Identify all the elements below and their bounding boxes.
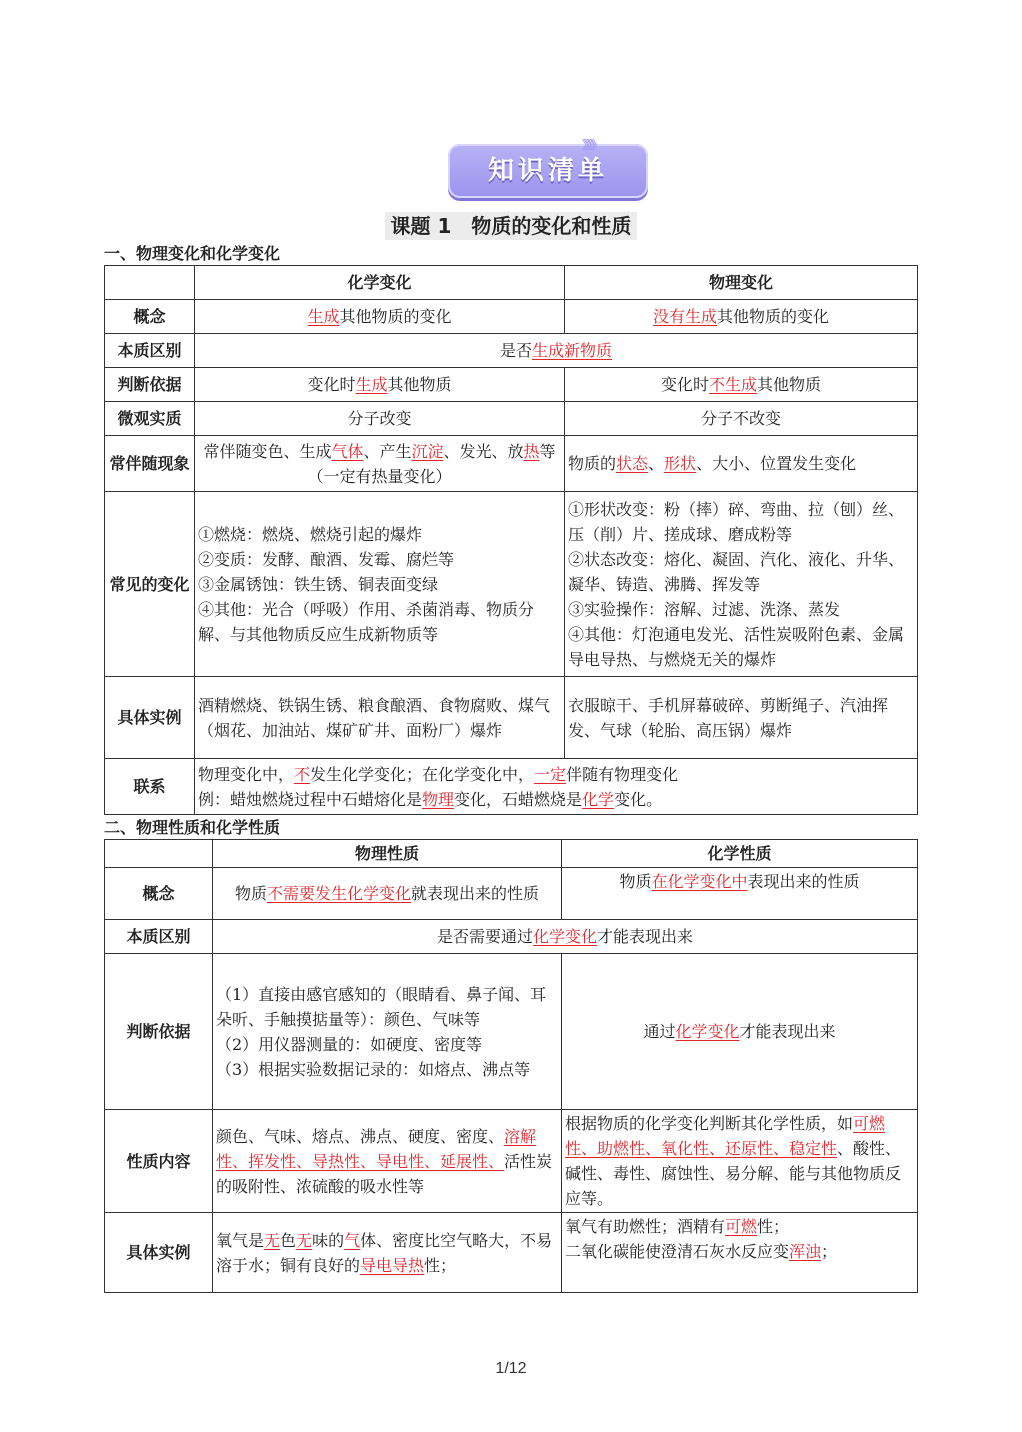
table-row [105,368,918,402]
row-label: 概念 [105,300,195,334]
table-row [105,677,918,759]
table-row [105,954,918,1110]
header-empty [105,840,213,868]
table-properties [104,839,918,1293]
row-label: 判断依据 [105,368,195,402]
banner-title: 知识清单 [487,156,608,186]
lesson-title-wrap [0,210,1022,239]
cell-text: 物质不需要发生化学变化就表现出来的性质 [213,868,562,920]
cell-text: 氧气有助燃性；酒精有可燃性； 二氧化碳能使澄清石灰水反应变浑浊； [562,1213,918,1293]
cell-text: 根据物质的化学变化判断其化学性质，如可燃性、助燃性、氧化性、还原性、稳定性、酸性、碱性、毒性、腐蚀性、易分解、能与其他物质反应等。 [562,1110,918,1213]
cell-text: 颜色、气味、熔点、沸点、硬度、密度、溶解性、挥发性、导热性、导电性、延展性、活性炭的吸附性、浓硫酸的吸水性等 [213,1110,562,1213]
cell-text: 分子改变 [195,402,565,436]
page-number: 1/12 [495,1360,527,1377]
col-chem-header: 化学性质 [562,840,918,868]
section2-heading: 二、物理性质和化学性质 [104,818,281,837]
col-chem-header: 化学变化 [195,266,565,300]
table-row [105,402,918,436]
row-label: 本质区别 [105,334,195,368]
row-label: 性质内容 [105,1110,213,1213]
row-label: 本质区别 [105,920,213,954]
cell-text: 物质在化学变化中表现出来的性质 [562,868,918,920]
row-label: 概念 [105,868,213,920]
cell-text: 氧气是无色无味的气体、密度比空气略大，不易溶于水；铜有良好的导电导热性； [213,1213,562,1293]
cell-text: 是否需要通过化学变化才能表现出来 [213,920,918,954]
col-phys-header: 物理变化 [565,266,918,300]
chevron-decoration-icon: 》》》》 [582,138,601,152]
cell-text: 变化时不生成其他物质 [565,368,918,402]
cell-text: 衣服晾干、手机屏幕破碎、剪断绳子、汽油挥发、气球（轮胎、高压锅）爆炸 [565,677,918,759]
table-row [105,759,918,815]
lesson-title: 课题 1 物质的变化和性质 [385,212,638,240]
col-phys-header: 物理性质 [213,840,562,868]
cell-text: 分子不改变 [565,402,918,436]
table-row [105,1110,918,1213]
cell-text: （1）直接由感官感知的（眼睛看、鼻子闻、耳朵听、手触摸掂量等）：颜色、气味等 （2）用仪器测量的：如硬度、密度等 （3）根据实验数据记录的：如熔点、沸点等 [213,954,562,1110]
table-row [105,266,918,300]
row-label: 判断依据 [105,954,213,1110]
cell-text: ①燃烧：燃烧、燃烧引起的爆炸 ②变质：发酵、酿酒、发霉、腐烂等 ③金属锈蚀：铁生锈、铜表面变绿 ④其他：光合（呼吸）作用、杀菌消毒、物质分解、与其他物质反应生成新物质等 [195,492,565,677]
row-label: 具体实例 [105,1213,213,1293]
table-row [105,300,918,334]
table-changes [104,265,918,815]
table-row [105,436,918,492]
row-label: 常伴随现象 [105,436,195,492]
row-label: 具体实例 [105,677,195,759]
cell-text: 通过化学变化才能表现出来 [562,954,918,1110]
cell-text: 变化时生成其他物质 [195,368,565,402]
table-row [105,868,918,920]
table-row [105,334,918,368]
section-banner [448,138,648,198]
table-row [105,920,918,954]
cell-text: 物理变化中，不发生化学变化；在化学变化中，一定伴随有物理变化 例：蜡烛燃烧过程中石蜡熔化是物理变化，石蜡燃烧是化学变化。 [195,759,918,815]
cell-text: 常伴随变色、生成气体、产生沉淀、发光、放热等（一定有热量变化） [195,436,565,492]
header-empty [105,266,195,300]
table-row [105,840,918,868]
row-label: 联系 [105,759,195,815]
cell-text: 酒精燃烧、铁锅生锈、粮食酿酒、食物腐败、煤气（烟花、加油站、煤矿矿井、面粉厂）爆炸 [195,677,565,759]
cell-text: 没有生成其他物质的变化 [565,300,918,334]
section1-heading: 一、物理变化和化学变化 [104,244,281,263]
cell-text: 生成其他物质的变化 [195,300,565,334]
cell-text: 是否生成新物质 [195,334,918,368]
cell-text: ①形状改变：粉（摔）碎、弯曲、拉（刨）丝、压（削）片、搓成球、磨成粉等 ②状态改变：熔化、凝固、汽化、液化、升华、凝华、铸造、沸腾、挥发等 ③实验操作：溶解、过滤、洗涤、蒸发 ④其他：灯泡通电发光、活性炭吸附色素、金属导电导热、与燃烧无关的爆炸 [565,492,918,677]
table-row [105,492,918,677]
cell-text: 物质的状态、形状、大小、位置发生变化 [565,436,918,492]
table-row [105,1213,918,1293]
row-label: 微观实质 [105,402,195,436]
row-label: 常见的变化 [105,492,195,677]
